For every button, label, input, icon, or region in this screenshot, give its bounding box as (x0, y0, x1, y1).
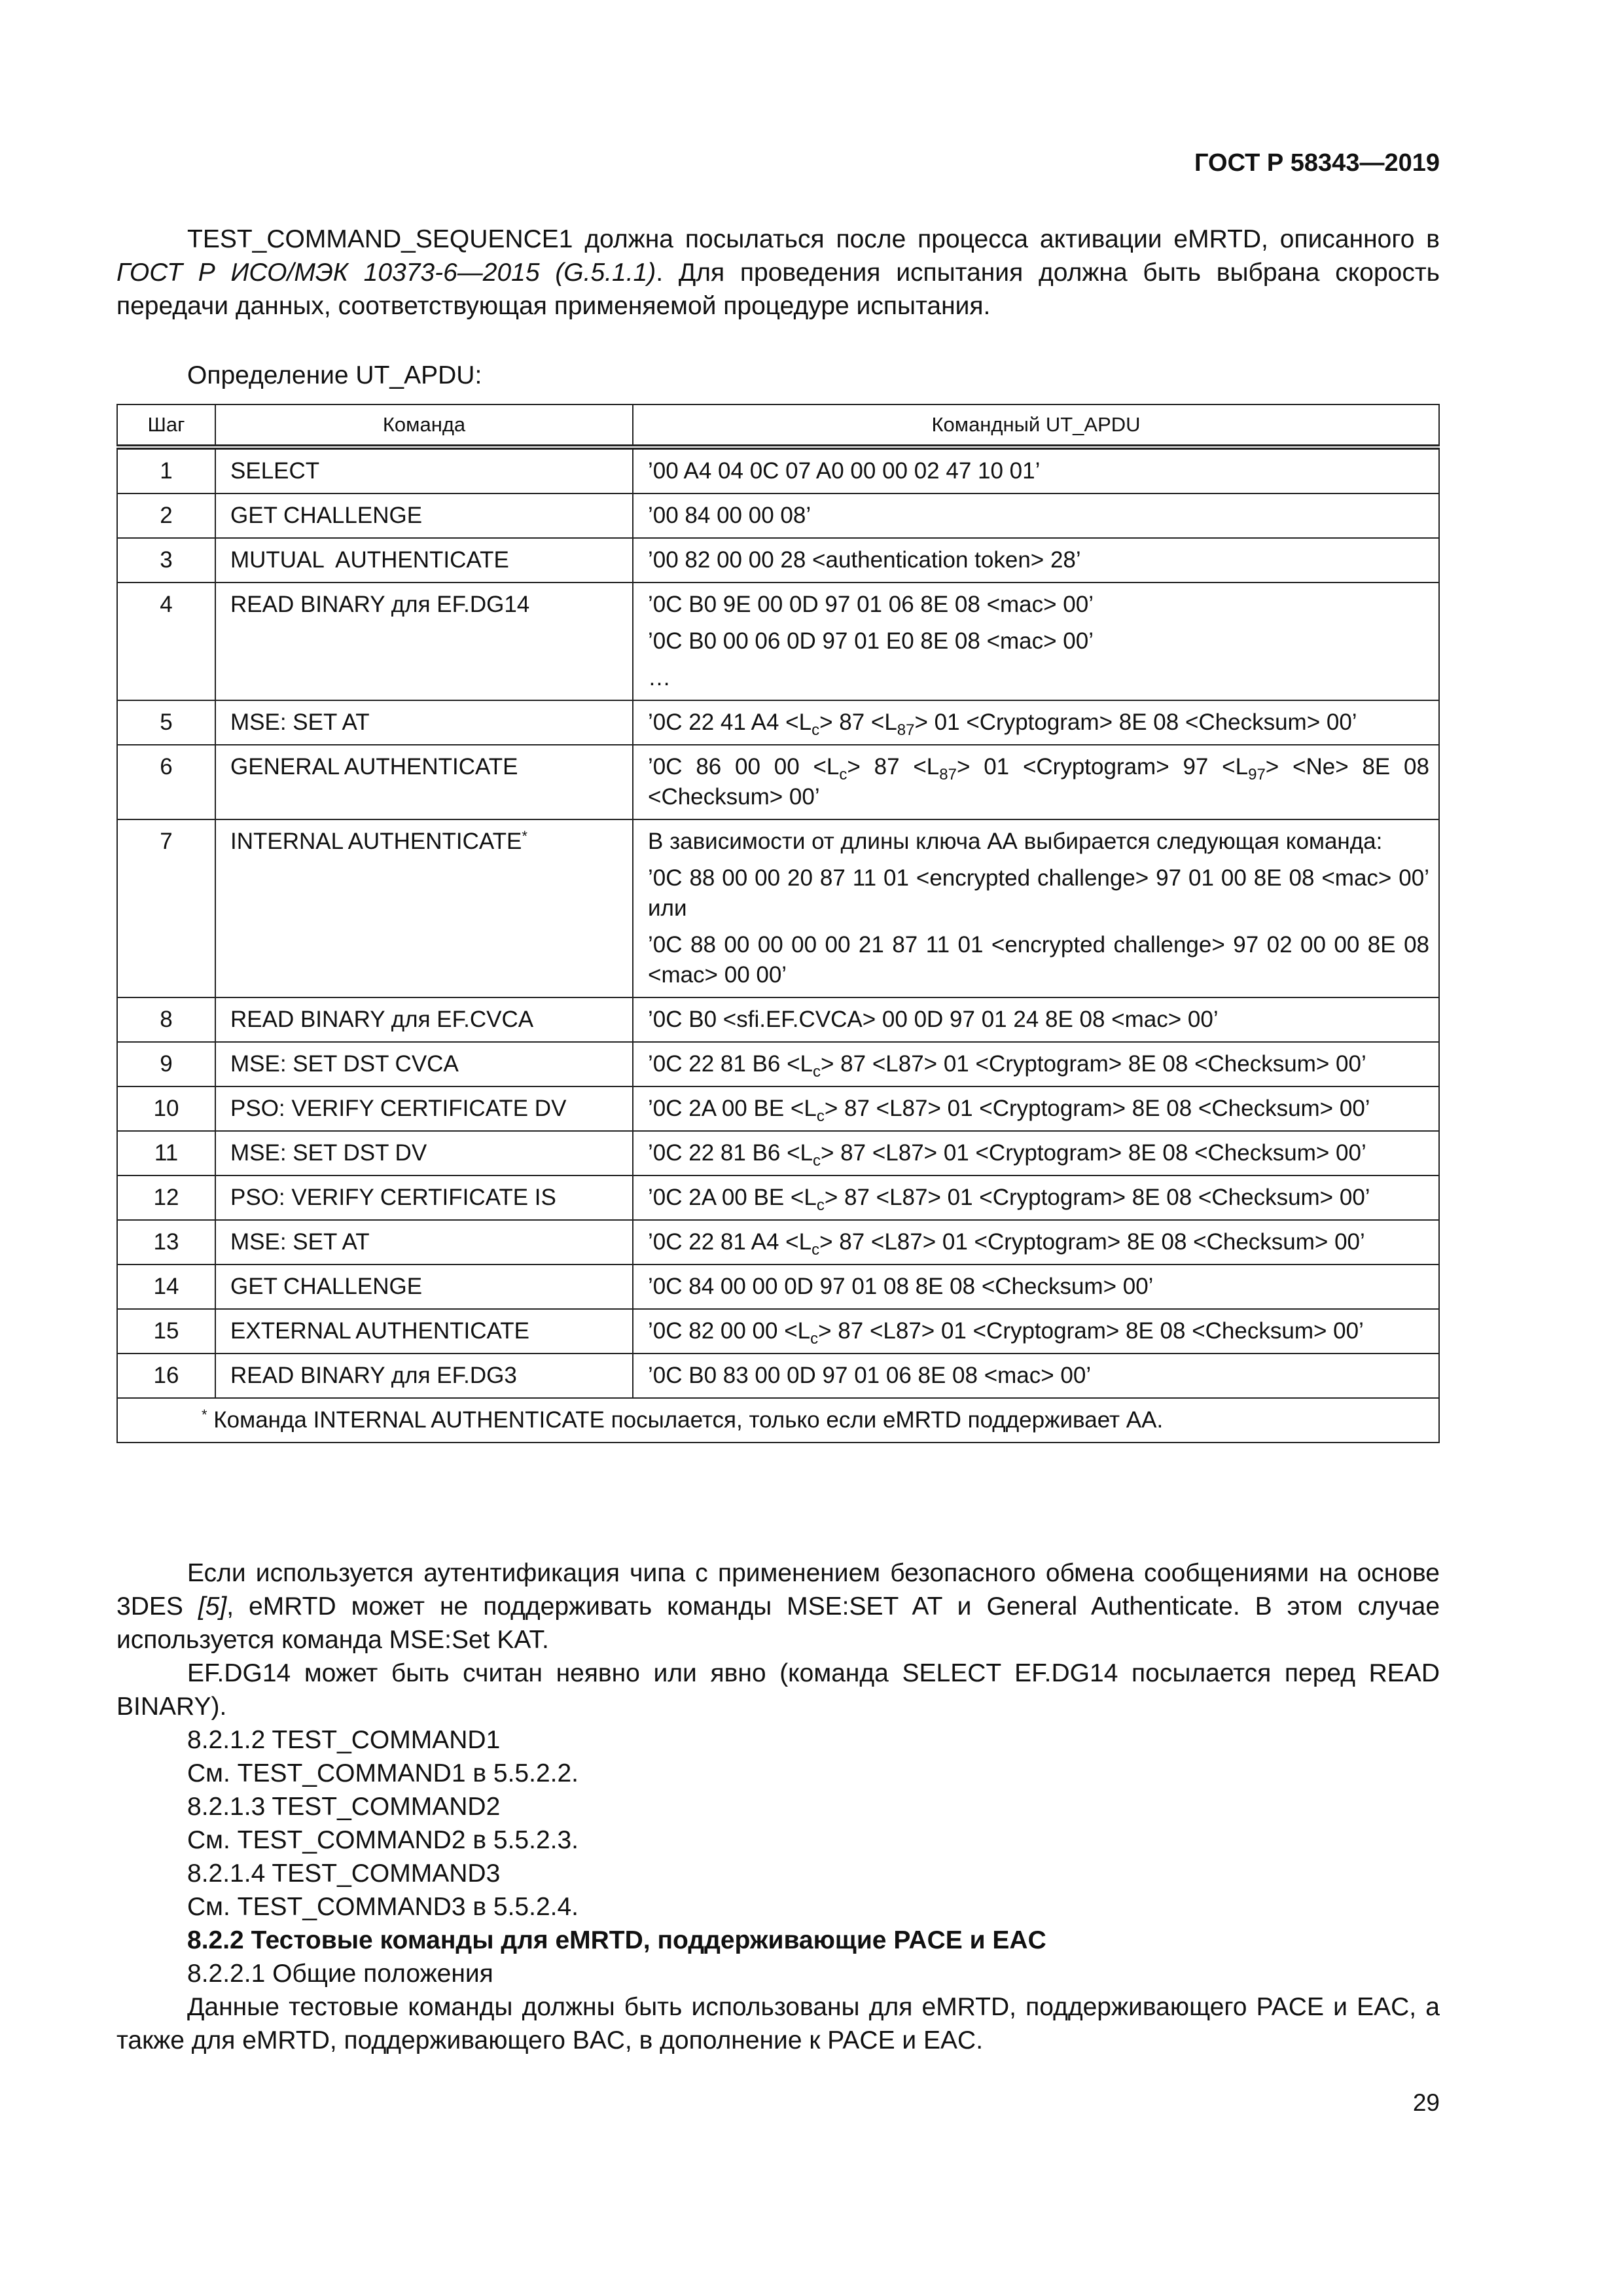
section-heading-8-2-1-4: 8.2.1.4 TEST_COMMAND3 (187, 1859, 501, 1888)
command-cell: READ BINARY для EF.CVCA (215, 997, 633, 1042)
step-cell: 13 (117, 1220, 215, 1265)
step-cell: 16 (117, 1354, 215, 1398)
step-cell: 2 (117, 493, 215, 538)
table-row (117, 538, 1439, 583)
apdu-subscript: c (813, 1152, 821, 1170)
command-cell (215, 819, 633, 997)
apdu-cell (633, 447, 1439, 493)
step-cell: 11 (117, 1131, 215, 1175)
command-cell: READ BINARY для EF.DG3 (215, 1354, 633, 1398)
footnote-text: Команда INTERNAL AUTHENTICATE посылается, только если eMRTD поддерживает АА. (207, 1407, 1164, 1433)
step-cell: 3 (117, 538, 215, 583)
apdu-text: > 87 <L (819, 709, 897, 735)
body-text-after-table (116, 1556, 1440, 2057)
apdu-line: ’0C 88 00 00 20 87 11 01 <encrypted challenge> 97 01 00 8E 08 <mac> 00’ или (648, 865, 1429, 921)
command-cell: MSE: SET AT (215, 1220, 633, 1265)
command-cell: GET CHALLENGE (215, 1265, 633, 1309)
section-heading-8-2-2-1: 8.2.2.1 Общие положения (187, 1960, 493, 1988)
apdu-subscript: c (839, 766, 847, 783)
table-row (117, 1175, 1439, 1220)
apdu-line: ’0C B0 <sfi.EF.CVCA> 00 0D 97 01 24 8E 08 <mac> 00’ (648, 1007, 1219, 1032)
header-step: Шаг (117, 404, 215, 447)
step-cell: 8 (117, 997, 215, 1042)
apdu-subscript: 87 (939, 766, 957, 783)
step-cell: 14 (117, 1265, 215, 1309)
apdu-text: > 87 <L87> 01 <Cryptogram> 8E 08 <Checksum> 00’ (821, 1140, 1366, 1166)
command-cell: PSO: VERIFY CERTIFICATE DV (215, 1086, 633, 1131)
apdu-text: ’0C 2A 00 BE <L (648, 1096, 817, 1121)
apdu-table (116, 404, 1440, 1443)
footnote-marker: * (522, 828, 527, 844)
footnote-marker: * (202, 1407, 207, 1423)
command-text: INTERNAL AUTHENTICATE (230, 829, 522, 854)
apdu-text: > 01 <Cryptogram> 97 <L (956, 754, 1249, 780)
table-row (117, 447, 1439, 493)
apdu-cell (633, 583, 1439, 700)
command-cell: MUTUAL AUTHENTICATE (215, 538, 633, 583)
apdu-text: ’0C 86 00 00 <L (648, 754, 840, 780)
apdu-text: ’0C 22 81 B6 <L (648, 1051, 813, 1077)
table-row (117, 700, 1439, 745)
apdu-text: ’0C 22 81 B6 <L (648, 1140, 813, 1166)
intro-text-2: . Для проведения испытания должна быть выбрана скорость передачи данных, соответствующая применяемой процедуре испытания. (116, 259, 1440, 320)
command-cell: MSE: SET DST CVCA (215, 1042, 633, 1086)
page-number: 29 (1412, 2089, 1440, 2116)
apdu-ellipsis: … (648, 665, 671, 691)
apdu-cell (633, 493, 1439, 538)
section-heading-8-2-1-2: 8.2.1.2 TEST_COMMAND1 (187, 1726, 501, 1754)
standard-number: ГОСТ Р 58343—2019 (1194, 149, 1440, 177)
apdu-text: > 87 <L87> 01 <Cryptogram> 8E 08 <Checksum> 00’ (824, 1096, 1370, 1121)
table-row (117, 1309, 1439, 1354)
command-cell: PSO: VERIFY CERTIFICATE IS (215, 1175, 633, 1220)
table-row (117, 1354, 1439, 1398)
apdu-cell (633, 538, 1439, 583)
command-cell: READ BINARY для EF.DG14 (215, 583, 633, 700)
table-row (117, 1265, 1439, 1309)
table-row (117, 1042, 1439, 1086)
step-cell: 6 (117, 745, 215, 819)
apdu-line: ’00 84 00 00 08’ (648, 503, 812, 528)
table-row (117, 997, 1439, 1042)
apdu-cell (633, 1042, 1439, 1086)
apdu-subscript: c (816, 1196, 825, 1214)
apdu-cell (633, 700, 1439, 745)
apdu-text: ’0C 22 41 A4 <L (648, 709, 812, 735)
paragraph-dg14: EF.DG14 может быть считан неявно или явно (команда SELECT EF.DG14 посылается перед READ BINARY). (116, 1659, 1440, 1721)
apdu-text: > 87 <L87> 01 <Cryptogram> 8E 08 <Checksum> 00’ (819, 1229, 1365, 1255)
command-cell: GET CHALLENGE (215, 493, 633, 538)
apdu-text: > 01 <Cryptogram> 8E 08 <Checksum> 00’ (914, 709, 1357, 735)
apdu-cell (633, 1220, 1439, 1265)
citation: [5] (198, 1592, 227, 1621)
apdu-line: ’0C 84 00 00 0D 97 01 08 8E 08 <Checksum> 00’ (648, 1274, 1154, 1299)
apdu-cell (633, 1309, 1439, 1354)
apdu-line: ’0C B0 00 06 0D 97 01 E0 8E 08 <mac> 00’ (648, 628, 1094, 654)
section-reference: См. TEST_COMMAND3 в 5.5.2.4. (187, 1893, 579, 1921)
header-apdu: Командный UT_APDU (633, 404, 1439, 447)
step-cell: 15 (117, 1309, 215, 1354)
section-heading-8-2-2: 8.2.2 Тестовые команды для eMRTD, поддерживающие PACE и EAC (187, 1926, 1046, 1954)
apdu-subscript: c (810, 1330, 819, 1348)
command-cell: GENERAL AUTHENTICATE (215, 745, 633, 819)
apdu-line: ’0C B0 9E 00 0D 97 01 06 8E 08 <mac> 00’ (648, 592, 1094, 617)
apdu-text: > 87 <L87> 01 <Cryptogram> 8E 08 <Checksum> 00’ (824, 1185, 1370, 1210)
apdu-text: > <Ne> 8E 08 <Checksum> 00’ (648, 754, 1429, 810)
apdu-subscript: c (812, 721, 820, 739)
apdu-subscript: 87 (897, 721, 915, 739)
table-footnote (117, 1398, 1439, 1443)
table-row (117, 493, 1439, 538)
apdu-line: ’00 A4 04 0C 07 A0 00 00 02 47 10 01’ (648, 458, 1041, 484)
apdu-line: В зависимости от длины ключа АА выбирается следующая команда: (648, 829, 1383, 854)
apdu-text: ’0C 82 00 00 <L (648, 1318, 811, 1344)
apdu-text: > 87 <L87> 01 <Cryptogram> 8E 08 <Checksum> 00’ (821, 1051, 1366, 1077)
apdu-subscript: 97 (1248, 766, 1266, 783)
table-header-row (117, 404, 1439, 447)
apdu-text: ’0C 22 81 A4 <L (648, 1229, 812, 1255)
table-row (117, 745, 1439, 819)
apdu-line: ’0C B0 83 00 0D 97 01 06 8E 08 <mac> 00’ (648, 1363, 1092, 1388)
apdu-subscript: c (816, 1107, 825, 1125)
apdu-cell (633, 1175, 1439, 1220)
apdu-cell (633, 745, 1439, 819)
apdu-cell (633, 1354, 1439, 1398)
intro-reference: ГОСТ Р ИСО/МЭК 10373-6—2015 (G.5.1.1) (116, 259, 656, 287)
command-cell: MSE: SET DST DV (215, 1131, 633, 1175)
apdu-line: ’00 82 00 00 28 <authentication token> 28’ (648, 547, 1081, 573)
step-cell: 1 (117, 447, 215, 493)
command-cell: SELECT (215, 447, 633, 493)
apdu-text: > 87 <L (847, 754, 940, 780)
apdu-cell (633, 1086, 1439, 1131)
paragraph-text: Если используется аутентификация чипа с применением безопасного обмена сообщениями на основе 3DES (116, 1559, 1440, 1621)
paragraph-3des (116, 1556, 1440, 1657)
table-row (117, 1086, 1439, 1131)
apdu-cell (633, 997, 1439, 1042)
apdu-subscript: c (813, 1063, 821, 1081)
table-row (117, 583, 1439, 700)
header-command: Команда (215, 404, 633, 447)
command-cell: MSE: SET AT (215, 700, 633, 745)
step-cell: 7 (117, 819, 215, 997)
command-cell: EXTERNAL AUTHENTICATE (215, 1309, 633, 1354)
apdu-text: > 87 <L87> 01 <Cryptogram> 8E 08 <Checksum> 00’ (818, 1318, 1364, 1344)
table-row (117, 1220, 1439, 1265)
table-footnote-row (117, 1398, 1439, 1443)
paragraph-pace-eac: Данные тестовые команды должны быть использованы для eMRTD, поддерживающего PACE и EAC, а также для eMRTD, поддерживающего BAC, в дополнение к PACE и EAC. (116, 1993, 1440, 2054)
apdu-subscript: c (812, 1241, 820, 1259)
step-cell: 4 (117, 583, 215, 700)
paragraph-text: , eMRTD может не поддерживать команды MSE:SET AT и General Authenticate. В этом случае используется команда MSE:Set KAT. (116, 1592, 1440, 1654)
table-row (117, 819, 1439, 997)
intro-paragraph (116, 223, 1440, 323)
step-cell: 12 (117, 1175, 215, 1220)
section-heading-8-2-1-3: 8.2.1.3 TEST_COMMAND2 (187, 1793, 501, 1821)
table-row (117, 1131, 1439, 1175)
step-cell: 9 (117, 1042, 215, 1086)
apdu-line: ’0C 88 00 00 00 00 21 87 11 01 <encrypted challenge> 97 02 00 00 8E 08 <mac> 00 00’ (648, 932, 1429, 988)
apdu-cell (633, 1265, 1439, 1309)
section-reference: См. TEST_COMMAND2 в 5.5.2.3. (187, 1826, 579, 1854)
step-cell: 5 (117, 700, 215, 745)
definition-label: Определение UT_APDU: (187, 361, 482, 389)
intro-text-1: TEST_COMMAND_SEQUENCE1 должна посылаться после процесса активации eMRTD, описанного в (187, 225, 1440, 253)
section-reference: См. TEST_COMMAND1 в 5.5.2.2. (187, 1759, 579, 1787)
apdu-text: ’0C 2A 00 BE <L (648, 1185, 817, 1210)
apdu-cell (633, 819, 1439, 997)
apdu-cell (633, 1131, 1439, 1175)
step-cell: 10 (117, 1086, 215, 1131)
